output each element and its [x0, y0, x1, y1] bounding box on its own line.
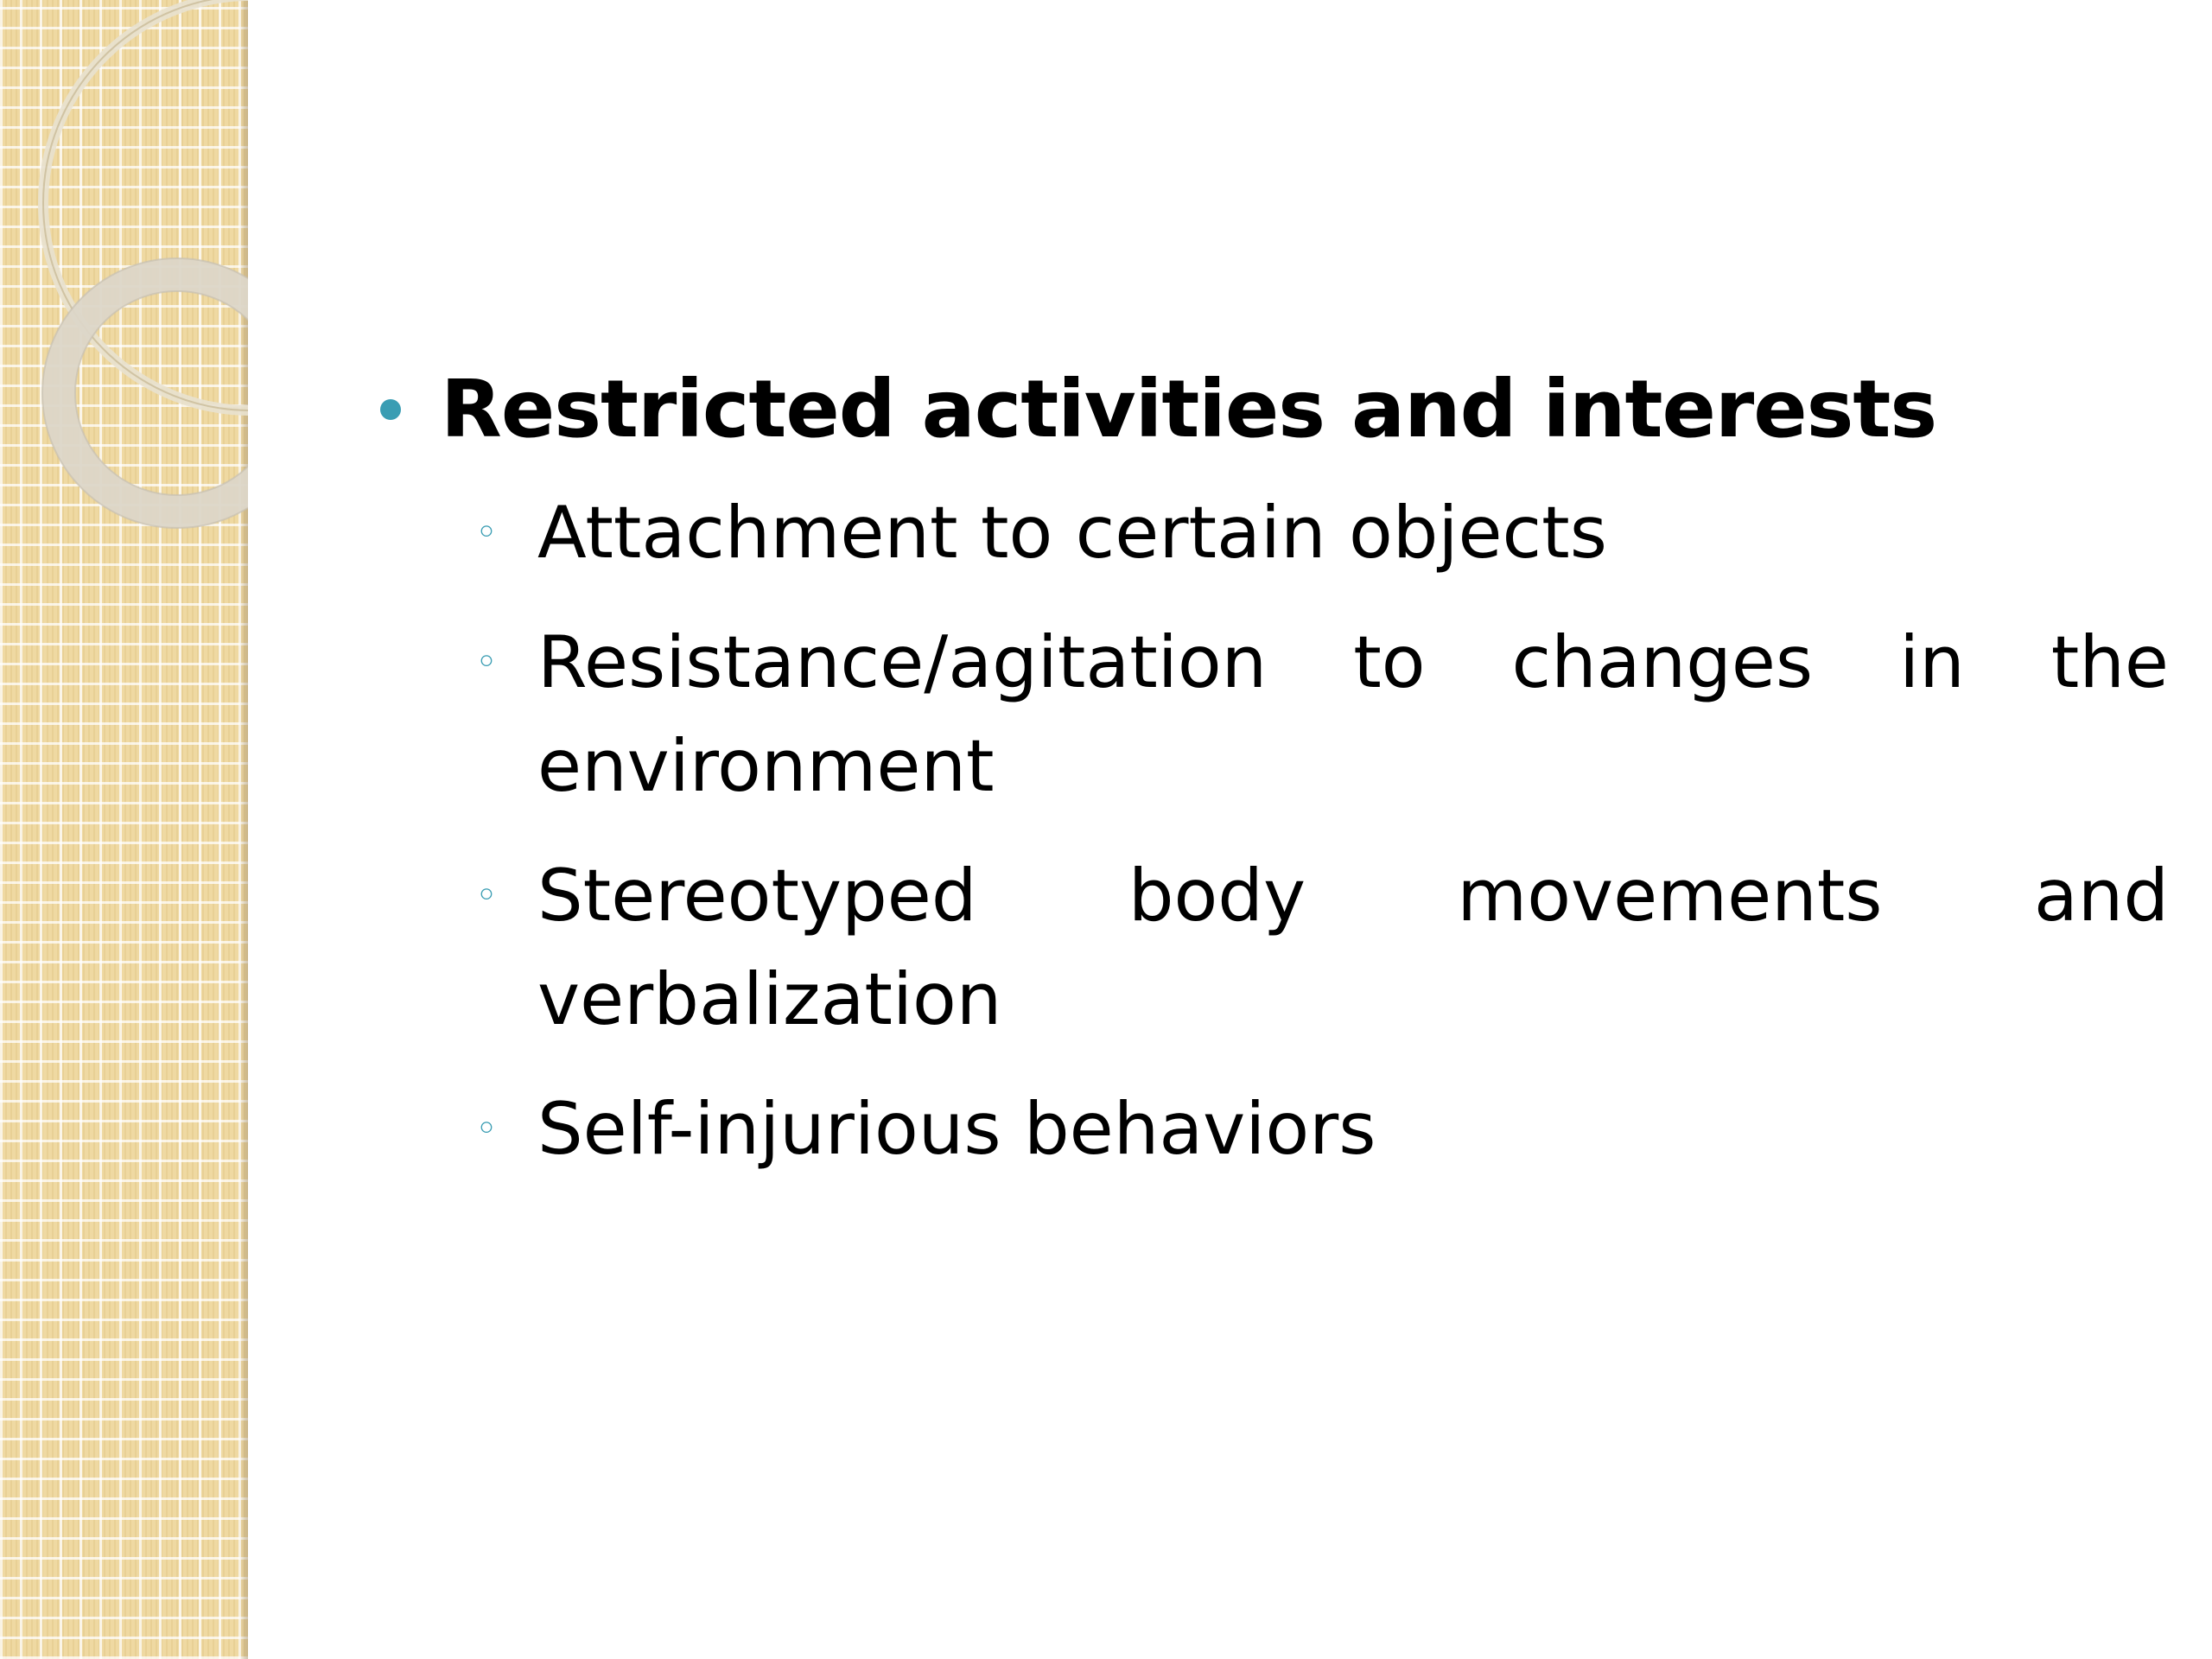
sub-bullet-text: Stereotyped body movements and verbalization [537, 854, 2169, 1041]
sub-bullet-item [475, 481, 2177, 585]
sub-bullet-text: Self-injurious behaviors [537, 1087, 1376, 1171]
sub-bullet-item [475, 1077, 2177, 1181]
hollow-circle-bullet-icon: ◦ [475, 511, 498, 555]
heading-text: Restricted activities and interests [441, 363, 1937, 455]
heading-bullet [380, 363, 2177, 455]
filled-circle-bullet-icon [380, 399, 401, 420]
hollow-circle-bullet-icon: ◦ [475, 874, 498, 918]
hollow-circle-bullet-icon: ◦ [475, 640, 498, 684]
sub-bullet-text: Attachment to certain objects [537, 491, 1607, 575]
bullet-list [380, 363, 2177, 1181]
sub-bullet-text: Resistance/agitation to changes in the environment [537, 620, 2169, 808]
sub-bullet-item [475, 611, 2177, 818]
sub-bullet-item [475, 844, 2177, 1052]
hollow-circle-bullet-icon: ◦ [475, 1107, 498, 1151]
decorative-rings-icon [0, 0, 248, 605]
